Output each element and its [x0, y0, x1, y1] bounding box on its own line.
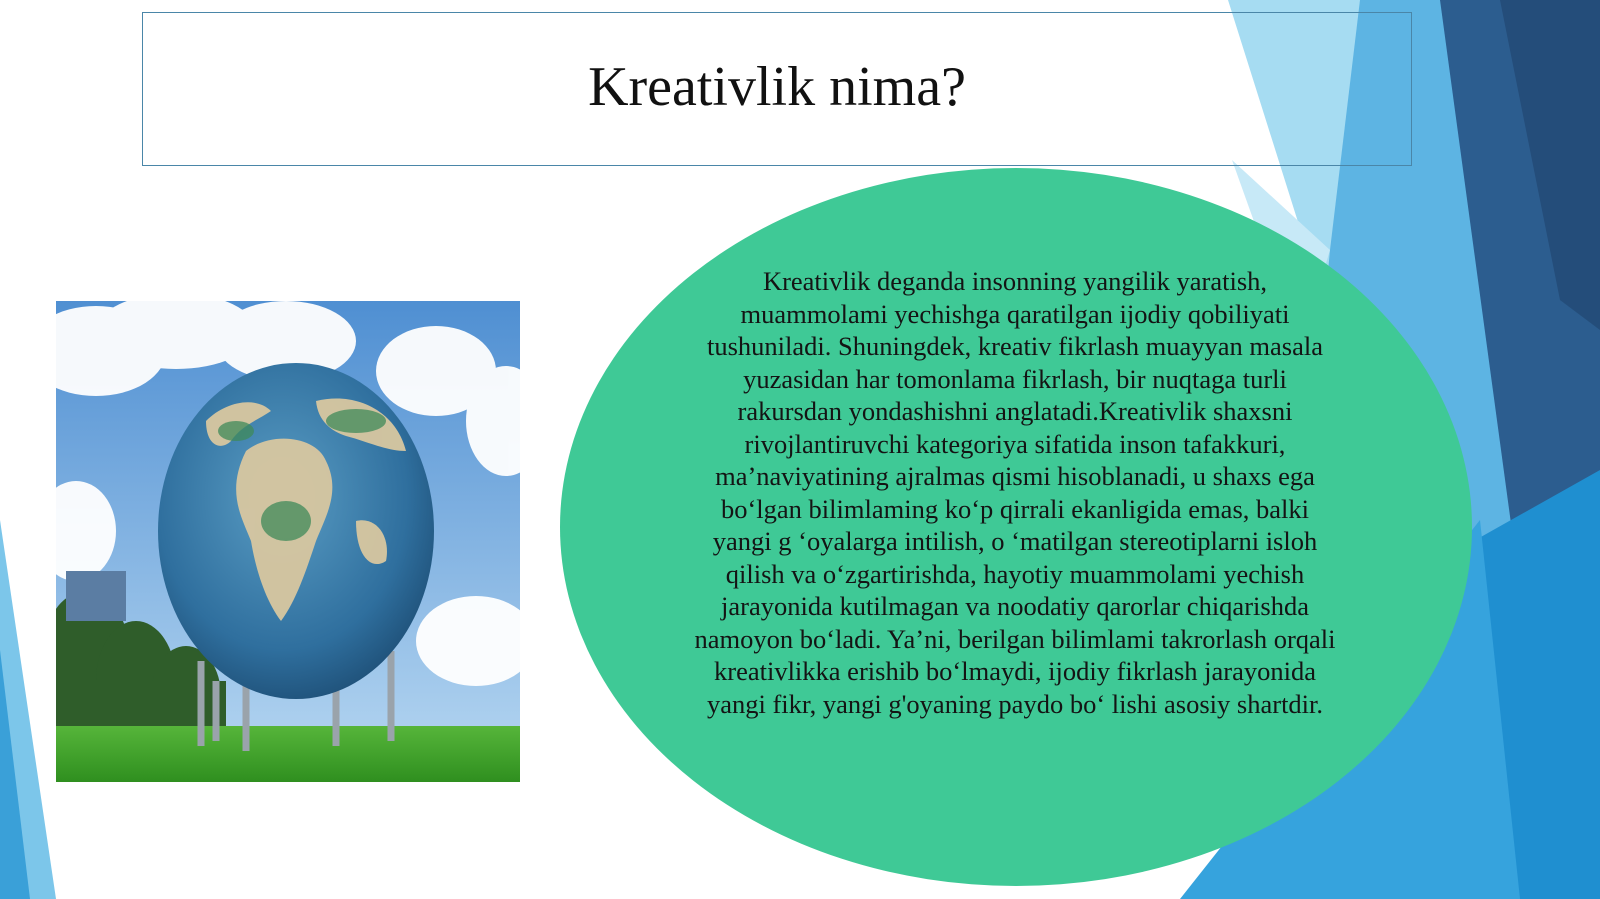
slide-title: Kreativlik nima? — [588, 56, 966, 118]
building — [66, 571, 126, 621]
globe-sculpture-illustration — [56, 301, 520, 782]
globe-photo — [56, 301, 520, 782]
title-box — [142, 12, 1412, 166]
body-text: Kreativlik deganda insonning yangilik yaratish, muammolami yechishga qaratilgan ijodiy qobiliyati tushuniladi. Shuningdek, kreativ fikrlash muayyan masala yuzasidan har tomonlama fikrlash, bir nuqtaga turli rakursdan yondashishni anglatadi.Kreativlik shaxsni rivojlantiruvchi kategoriya sifatida inson tafakkuri, ma’naviyatining ajralmas qismi hisoblanadi, u shaxs ega bo‘lgan bilimlaming ko‘p qirrali ekanligida emas, balki yangi g ‘oyalarga intilish, o ‘matilgan stereotiplarni isloh qilish va o‘zgartirishda, hayotiy muammolami yechish jarayonida kutilmagan va noodatiy qarorlar chiqarishda namoyon bo‘ladi. Ya’ni, berilgan bilimlami takrorlash orqali kreativlikka erishib bo‘lmaydi, ijodiy fikrlash jarayonida yangi fikr, yangi g'oyaning paydo bo‘ lishi asosiy shartdir. — [694, 266, 1336, 719]
grass — [56, 726, 520, 782]
